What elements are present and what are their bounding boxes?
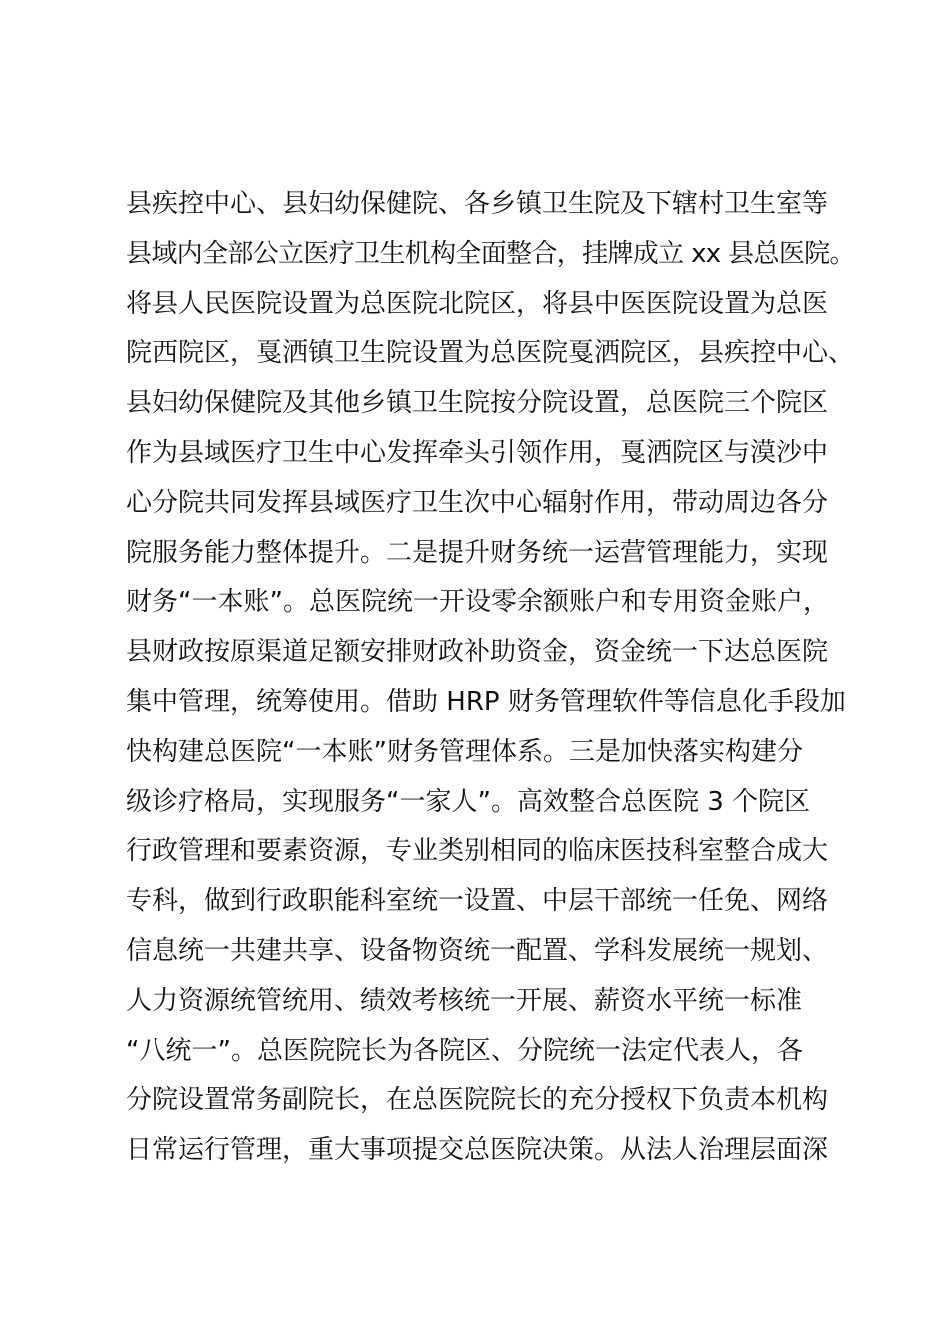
text-line: 人力资源统管统用、绩效考核统一开展、薪资水平统一标准 bbox=[126, 985, 803, 1016]
text-line: 心分院共同发挥县域医疗卫生次中心辐射作用，带动周边各分 bbox=[126, 487, 829, 518]
text-line: 院服务能力整体提升。二是提升财务统一运营管理能力，实现 bbox=[126, 537, 829, 568]
text-line: 快构建总医院“一本账”财务管理体系。三是加快落实构建分 bbox=[126, 736, 803, 767]
text-line: 县疾控中心、县妇幼保健院、各乡镇卫生院及下辖村卫生室等 bbox=[126, 189, 829, 219]
text-line: 作为县域医疗卫生中心发挥牵头引领作用，戛洒院区与漠沙中 bbox=[126, 437, 829, 468]
text-line: 日常运行管理，重大事项提交总医院决策。从法人治理层面深 bbox=[126, 1135, 829, 1166]
text-line: 行政管理和要素资源，专业类别相同的临床医技科室整合成大 bbox=[126, 836, 829, 867]
text-line: 专科，做到行政职能科室统一设置、中层干部统一任免、网络 bbox=[126, 886, 829, 917]
text-line: 院西院区，戛洒镇卫生院设置为总医院戛洒院区，县疾控中心、 bbox=[126, 338, 855, 369]
text-line: 级诊疗格局，实现服务“一家人”。高效整合总医院 3 个院区 bbox=[126, 786, 811, 817]
text-line: 分院设置常务副院长，在总医院院长的充分授权下负责本机构 bbox=[126, 1085, 829, 1116]
text-line: 县妇幼保健院及其他乡镇卫生院按分院设置，总医院三个院区 bbox=[126, 388, 829, 419]
text-line: 财务“一本账”。总医院统一开设零余额账户和专用资金账户， bbox=[126, 587, 829, 618]
text-line: 集中管理，统筹使用。借助 HRP 财务管理软件等信息化手段加 bbox=[126, 686, 846, 717]
text-line: 县域内全部公立医疗卫生机构全面整合，挂牌成立 xx 县总医院。 bbox=[126, 238, 855, 269]
text-line: 信息统一共建共享、设备物资统一配置、学科发展统一规划、 bbox=[126, 935, 829, 966]
text-line: 县财政按原渠道足额安排财政补助资金，资金统一下达总医院 bbox=[126, 637, 829, 668]
body-paragraph bbox=[126, 180, 856, 1176]
text-line: “八统一”。总医院院长为各院区、分院统一法定代表人，各 bbox=[126, 1035, 803, 1066]
text-line: 将县人民医院设置为总医院北院区，将县中医医院设置为总医 bbox=[126, 288, 829, 319]
